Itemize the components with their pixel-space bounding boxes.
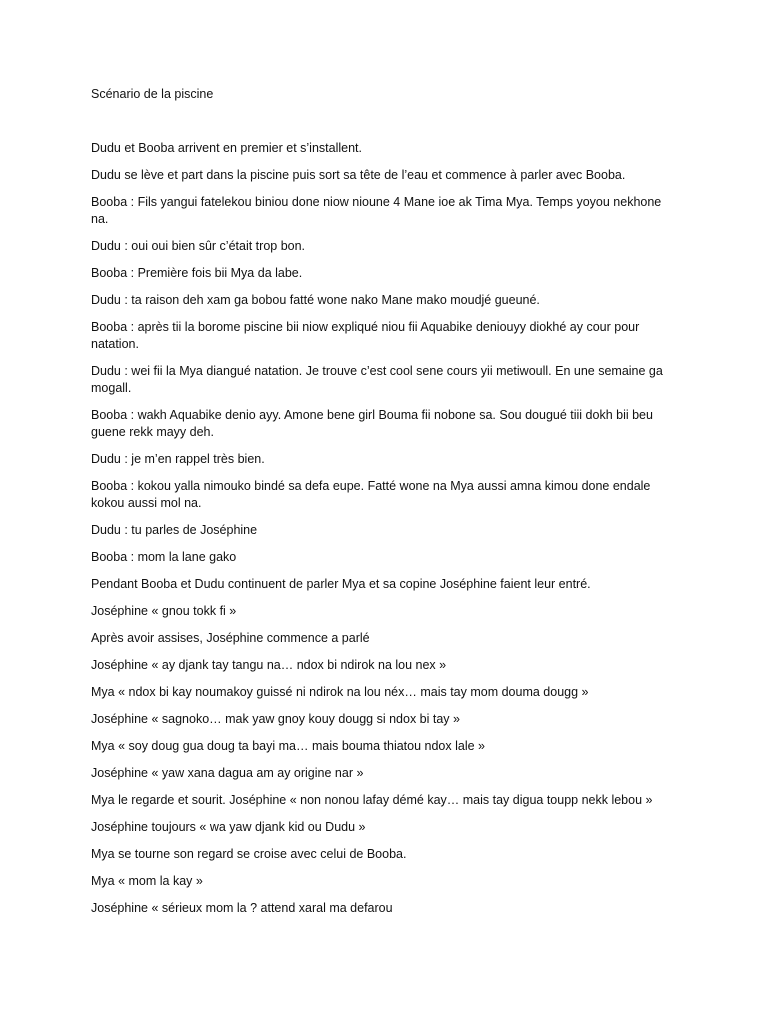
paragraph: Après avoir assises, Joséphine commence a parlé [91,631,370,645]
paragraph: Dudu : wei fii la Mya diangué natation. Je trouve c’est cool sene cours yii metiwoull. En une semaine ga mogall. [91,364,663,395]
paragraph: Joséphine « sagnoko… mak yaw gnoy kouy dougg si ndox bi tay » [91,712,460,726]
paragraph: Dudu : je m’en rappel très bien. [91,452,265,466]
paragraph: Mya se tourne son regard se croise avec celui de Booba. [91,847,407,861]
paragraph: Joséphine toujours « wa yaw djank kid ou Dudu » [91,820,366,834]
paragraph: Booba : Première fois bii Mya da labe. [91,266,303,280]
paragraph: Joséphine « sérieux mom la ? attend xaral ma defarou [91,901,393,915]
document-title: Scénario de la piscine [91,87,214,101]
paragraph: Dudu et Booba arrivent en premier et s’installent. [91,141,362,155]
paragraph: Joséphine « ay djank tay tangu na… ndox bi ndirok na lou nex » [91,658,447,672]
paragraph: Joséphine « gnou tokk fi » [91,604,237,618]
paragraph: Booba : après tii la borome piscine bii niow expliqué niou fii Aquabike deniouyy diokhé ay cour pour natation. [91,320,640,351]
paragraph: Dudu : oui oui bien sûr c’était trop bon. [91,239,306,253]
document-body [91,140,681,927]
paragraph: Booba : Fils yangui fatelekou biniou done niow nioune 4 Mane ioe ak Tima Mya. Temps yoyou nekhone na. [91,195,662,226]
paragraph: Mya « soy doug gua doug ta bayi ma… mais bouma thiatou ndox lale » [91,739,485,753]
paragraph: Dudu se lève et part dans la piscine puis sort sa tête de l’eau et commence à parler avec Booba. [91,168,626,182]
paragraph: Pendant Booba et Dudu continuent de parler Mya et sa copine Joséphine faient leur entré. [91,577,591,591]
paragraph: Mya « mom la kay » [91,874,203,888]
paragraph: Dudu : tu parles de Joséphine [91,523,258,537]
paragraph: Mya « ndox bi kay noumakoy guissé ni ndirok na lou néx… mais tay mom douma dougg » [91,685,589,699]
paragraph: Joséphine « yaw xana dagua am ay origine nar » [91,766,364,780]
paragraph: Dudu : ta raison deh xam ga bobou fatté wone nako Mane mako moudjé gueuné. [91,293,540,307]
paragraph: Booba : wakh Aquabike denio ayy. Amone bene girl Bouma fii nobone sa. Sou dougué tiii dokh bii beu guene rekk mayy deh. [91,408,653,439]
paragraph: Booba : kokou yalla nimouko bindé sa defa eupe. Fatté wone na Mya aussi amna kimou done endale kokou aussi mol na. [91,479,651,510]
paragraph: Mya le regarde et sourit. Joséphine « non nonou lafay démé kay… mais tay digua toupp nekk lebou » [91,793,653,807]
paragraph: Booba : mom la lane gako [91,550,237,564]
